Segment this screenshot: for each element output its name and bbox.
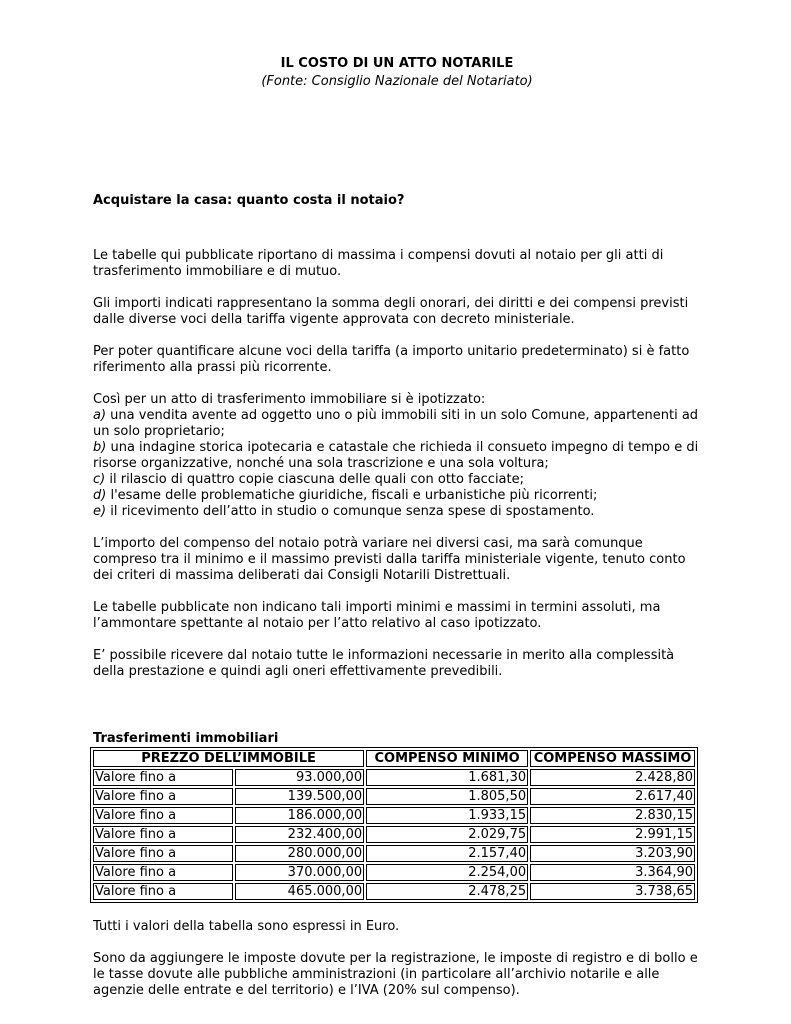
- row-max: 2.830,15: [530, 807, 695, 824]
- row-price: 465.000,00: [235, 883, 364, 900]
- paragraph-information: E’ possibile ricevere dal notaio tutte le informazioni necessarie in merito alla complessità della prestazione e quindi agli oneri effettivamente prevedibili.: [93, 648, 675, 679]
- assumption-text: una indagine storica ipotecaria e catastale che richieda il consueto impegno di tempo e di risorse organizzative, nonché una sola trascrizione e una sola voltura;: [93, 440, 699, 471]
- assumption-letter: d): [93, 488, 107, 503]
- currency-note: Tutti i valori della tabella sono espressi in Euro.: [93, 919, 400, 934]
- row-max: 3.364,90: [530, 864, 695, 881]
- document-page: [93, 56, 701, 999]
- header-price: PREZZO DELL’IMMOBILE: [93, 750, 364, 767]
- row-max: 3.203,90: [530, 845, 695, 862]
- row-min: 2.254,00: [366, 864, 528, 881]
- row-price: 280.000,00: [235, 845, 364, 862]
- row-label: Valore fino a: [93, 807, 233, 824]
- paragraph-tables-note: Le tabelle pubblicate non indicano tali importi minimi e massimi in termini assoluti, ma l’ammontare spettante al notaio per l’atto relativo al caso ipotizzato.: [93, 600, 661, 631]
- row-max: 2.991,15: [530, 826, 695, 843]
- table-title: Trasferimenti immobiliari: [93, 731, 279, 746]
- paragraph-quantify: Per poter quantificare alcune voci della tariffa (a importo unitario predeterminato) si è fatto riferimento alla prassi più ricorrente.: [93, 344, 690, 375]
- row-min: 2.029,75: [366, 826, 528, 843]
- table-row: [93, 807, 695, 824]
- row-min: 1.805,50: [366, 788, 528, 805]
- assumption-item: [93, 472, 701, 488]
- row-label: Valore fino a: [93, 769, 233, 786]
- row-label: Valore fino a: [93, 788, 233, 805]
- row-price: 93.000,00: [235, 769, 364, 786]
- assumption-item: [93, 408, 701, 440]
- row-price: 139.500,00: [235, 788, 364, 805]
- price-table: [90, 747, 698, 903]
- row-max: 2.428,80: [530, 769, 695, 786]
- row-max: 2.617,40: [530, 788, 695, 805]
- table-row: [93, 826, 695, 843]
- row-label: Valore fino a: [93, 883, 233, 900]
- paragraph-variation: L’importo del compenso del notaio potrà variare nei diversi casi, ma sarà comunque compreso tra il minimo e il massimo previsti dalla tariffa ministeriale vigente, tenuto conto dei criteri di massima deliberati dai Consigli Notarili Distrettuali.: [93, 536, 686, 583]
- row-price: 186.000,00: [235, 807, 364, 824]
- paragraph-intro: Le tabelle qui pubblicate riportano di massima i compensi dovuti al notaio per gli atti di trasferimento immobiliare e di mutuo.: [93, 248, 664, 279]
- assumption-letter: c): [93, 472, 106, 487]
- assumption-item: [93, 440, 701, 472]
- assumptions-intro: Così per un atto di trasferimento immobiliare si è ipotizzato:: [93, 392, 486, 407]
- row-max: 3.738,65: [530, 883, 695, 900]
- assumption-letter: a): [93, 408, 107, 423]
- assumption-item: [93, 488, 701, 504]
- table-header-row: [93, 750, 695, 767]
- row-min: 1.681,30: [366, 769, 528, 786]
- document-title: IL COSTO DI UN ATTO NOTARILE: [280, 56, 514, 71]
- paragraph-amounts: Gli importi indicati rappresentano la somma degli onorari, dei diritti e dei compensi previsti dalle diverse voci della tariffa vigente approvata con decreto ministeriale.: [93, 296, 689, 327]
- taxes-note: Sono da aggiungere le imposte dovute per la registrazione, le imposte di registro e di bollo e le tasse dovute alle pubbliche amministrazioni (in particolare all’archivio notarile e alle agenzie delle entrate e del territorio) e l’IVA (20% sul compenso).: [93, 951, 698, 998]
- table-row: [93, 864, 695, 881]
- section-heading: Acquistare la casa: quanto costa il notaio?: [93, 193, 405, 208]
- assumptions-block: [93, 392, 701, 520]
- assumption-letter: b): [93, 440, 107, 455]
- assumption-text: il rilascio di quattro copie ciascuna delle quali con otto facciate;: [105, 472, 525, 487]
- row-price: 232.400,00: [235, 826, 364, 843]
- row-label: Valore fino a: [93, 826, 233, 843]
- assumption-text: una vendita avente ad oggetto uno o più immobili siti in un solo Comune, appartenenti ad un solo proprietario;: [93, 408, 699, 439]
- row-price: 370.000,00: [235, 864, 364, 881]
- row-min: 1.933,15: [366, 807, 528, 824]
- row-label: Valore fino a: [93, 864, 233, 881]
- row-min: 2.157,40: [366, 845, 528, 862]
- row-label: Valore fino a: [93, 845, 233, 862]
- assumption-text: l'esame delle problematiche giuridiche, fiscali e urbanistiche più ricorrenti;: [106, 488, 598, 503]
- document-source: (Fonte: Consiglio Nazionale del Notariato): [261, 74, 533, 89]
- table-row: [93, 788, 695, 805]
- table-row: [93, 845, 695, 862]
- assumption-text: il ricevimento dell’atto in studio o comunque senza spese di spostamento.: [106, 504, 595, 519]
- header-max: COMPENSO MASSIMO: [530, 750, 695, 767]
- header-min: COMPENSO MINIMO: [366, 750, 528, 767]
- assumption-item: [93, 504, 701, 520]
- assumption-letter: e): [93, 504, 107, 519]
- table-row: [93, 769, 695, 786]
- row-min: 2.478,25: [366, 883, 528, 900]
- table-row: [93, 883, 695, 900]
